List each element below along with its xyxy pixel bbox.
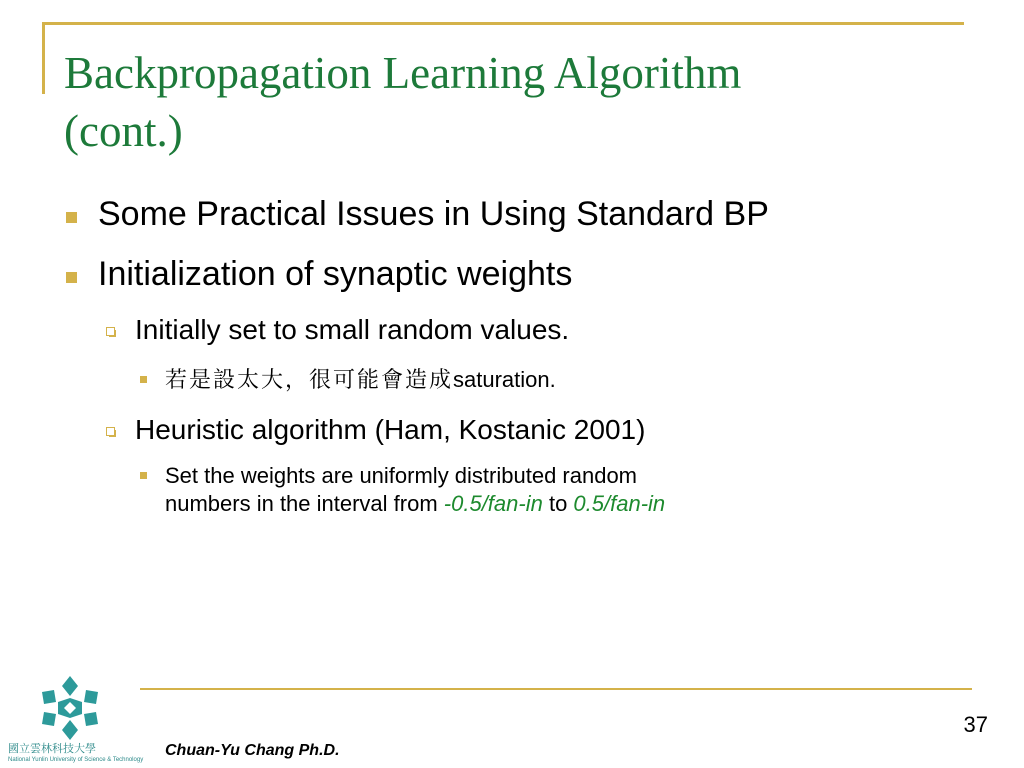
interval-lower-bound: -0.5/fan-in	[443, 491, 543, 516]
university-logo-icon	[34, 672, 106, 744]
interval-upper-bound: 0.5/fan-in	[573, 491, 666, 516]
subbullet-text: Heuristic algorithm (Ham, Kostanic 2001)	[135, 414, 646, 445]
small-square-bullet-icon	[140, 472, 147, 479]
bullet-text: Initialization of synaptic weights	[98, 255, 573, 293]
footer-author: Chuan-Yu Chang Ph.D.	[165, 742, 340, 759]
subbullet-initially-small	[106, 313, 569, 347]
square-bullet-icon	[66, 212, 77, 223]
interval-text-line2: numbers in the interval from	[165, 491, 444, 516]
logo-subcaption: National Yunlin University of Science & Technology	[8, 757, 144, 763]
slide-title-line1: Backpropagation Learning Algorithm	[64, 48, 742, 98]
subbullet-heuristic	[106, 413, 645, 447]
saturation-note-cjk: 若是設太大，很可能會造成	[165, 368, 454, 393]
logo-caption: 國立雲林科技大學	[8, 742, 96, 755]
interval-to-word: to	[542, 491, 574, 516]
bullet-initialization	[66, 254, 572, 294]
interval-text-line1: Set the weights are uniformly distributed random	[165, 463, 638, 488]
slide-title-line2: (cont.)	[64, 106, 183, 156]
title-frame-left-rule	[42, 22, 45, 94]
subsubbullet-weights-interval	[140, 462, 665, 518]
small-square-bullet-icon	[140, 376, 147, 383]
subbullet-text: Initially set to small random values.	[135, 314, 570, 345]
square-bullet-icon	[66, 272, 77, 283]
bullet-practical-issues	[66, 194, 769, 234]
footer-rule	[140, 688, 972, 690]
hollow-square-bullet-icon	[106, 327, 115, 336]
page-number: 37	[963, 712, 988, 737]
hollow-square-bullet-icon	[106, 427, 115, 436]
subsubbullet-saturation	[140, 366, 556, 395]
title-frame-top-rule	[42, 22, 964, 25]
slide-title	[64, 44, 964, 160]
bullet-text: Some Practical Issues in Using Standard BP	[98, 195, 769, 233]
saturation-note-en: saturation.	[453, 367, 556, 392]
